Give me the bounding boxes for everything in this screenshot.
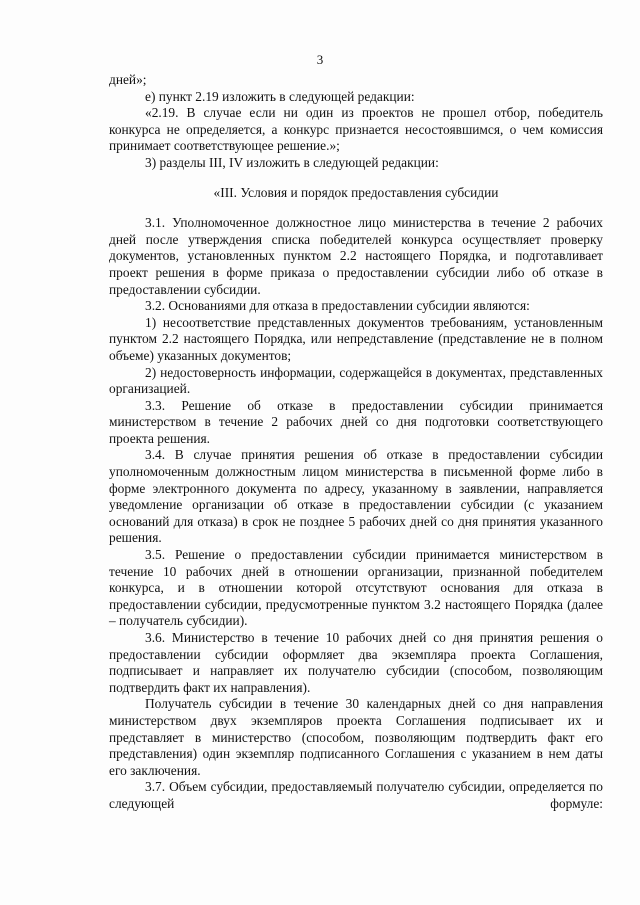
- paragraph-item-e: е) пункт 2.19 изложить в следующей редакции:: [145, 88, 415, 104]
- paragraph-2-19: «2.19. В случае если ни один из проектов не прошел отбор, победитель конкурса не определяется, а конкурс признается несостоявшимся, о чем комиссия принимает соответствующее решение.»;: [109, 105, 603, 154]
- paragraph-item-3: 3) разделы III, IV изложить в следующей редакции:: [145, 154, 439, 170]
- paragraph-3-5: 3.5. Решение о предоставлении субсидии принимается министерством в течение 10 рабочих дней в отношении организации, признанной победителем конкурса, и в отношении которой отсутствуют основания для отказа в предоставлении субсидии, предусмотренные пунктом 3.2 настоящего Порядка (далее – получатель субсидии).: [109, 547, 603, 629]
- paragraph-3-1: 3.1. Уполномоченное должностное лицо министерства в течение 2 рабочих дней после утверждения списка победителей конкурса осуществляет проверку документов, установленных пунктом 2.2 настоящего Порядка, и подготавливает проект решения в форме приказа о предоставлении субсидии либо об отказе в предоставлении субсидии.: [109, 215, 603, 297]
- paragraph-3-4: 3.4. В случае принятия решения об отказе в предоставлении субсидии уполномоченным должностным лицом министерства в письменной форме либо в форме электронного документа по адресу, указанному в заявлении, направляется уведомление организации об отказе в предоставлении субсидии (с указанием оснований для отказа) в срок не позднее 5 рабочих дней со дня принятия указанного решения.: [109, 447, 603, 546]
- section-title: «III. Условия и порядок предоставления субсидии: [213, 184, 499, 200]
- paragraph-3-7: 3.7. Объем субсидии, предоставляемый получателю субсидии, определяется по следующей формуле:: [109, 779, 603, 811]
- paragraph-3-6: 3.6. Министерство в течение 10 рабочих дней со дня принятия решения о предоставлении субсидии оформляет два экземпляра проекта Соглашения, подписывает и направляет их получателю субсидии (способом, позволяющим подтвердить факт их направления).: [109, 630, 603, 695]
- paragraph-3-3: 3.3. Решение об отказе в предоставлении субсидии принимается министерством в течение 2 рабочих дней со дня подготовки соответствующего проекта решения.: [109, 397, 603, 446]
- paragraph-continuation: дней»;: [109, 72, 147, 87]
- page-number: 3: [316, 52, 324, 67]
- paragraph-3-2-item-1: 1) несоответствие представленных документов требованиям, установленным пунктом 2.2 настоящего Порядка, или непредставление (представление не в полном объеме) указанных документов;: [109, 314, 603, 363]
- paragraph-3-2: 3.2. Основаниями для отказа в предоставлении субсидии являются:: [145, 298, 530, 314]
- paragraph-3-2-item-2: 2) недостоверность информации, содержащейся в документах, представленных организацией.: [109, 364, 603, 397]
- paragraph-3-6-recipient: Получатель субсидии в течение 30 календарных дней со дня направления министерством двух экземпляров проекта Соглашения подписывает их и представляет в министерство (способом, позволяющим подтвердить факт его представления) один экземпляр подписанного Соглашения с указанием в нем даты его заключения.: [109, 696, 603, 778]
- document-body: [109, 72, 603, 813]
